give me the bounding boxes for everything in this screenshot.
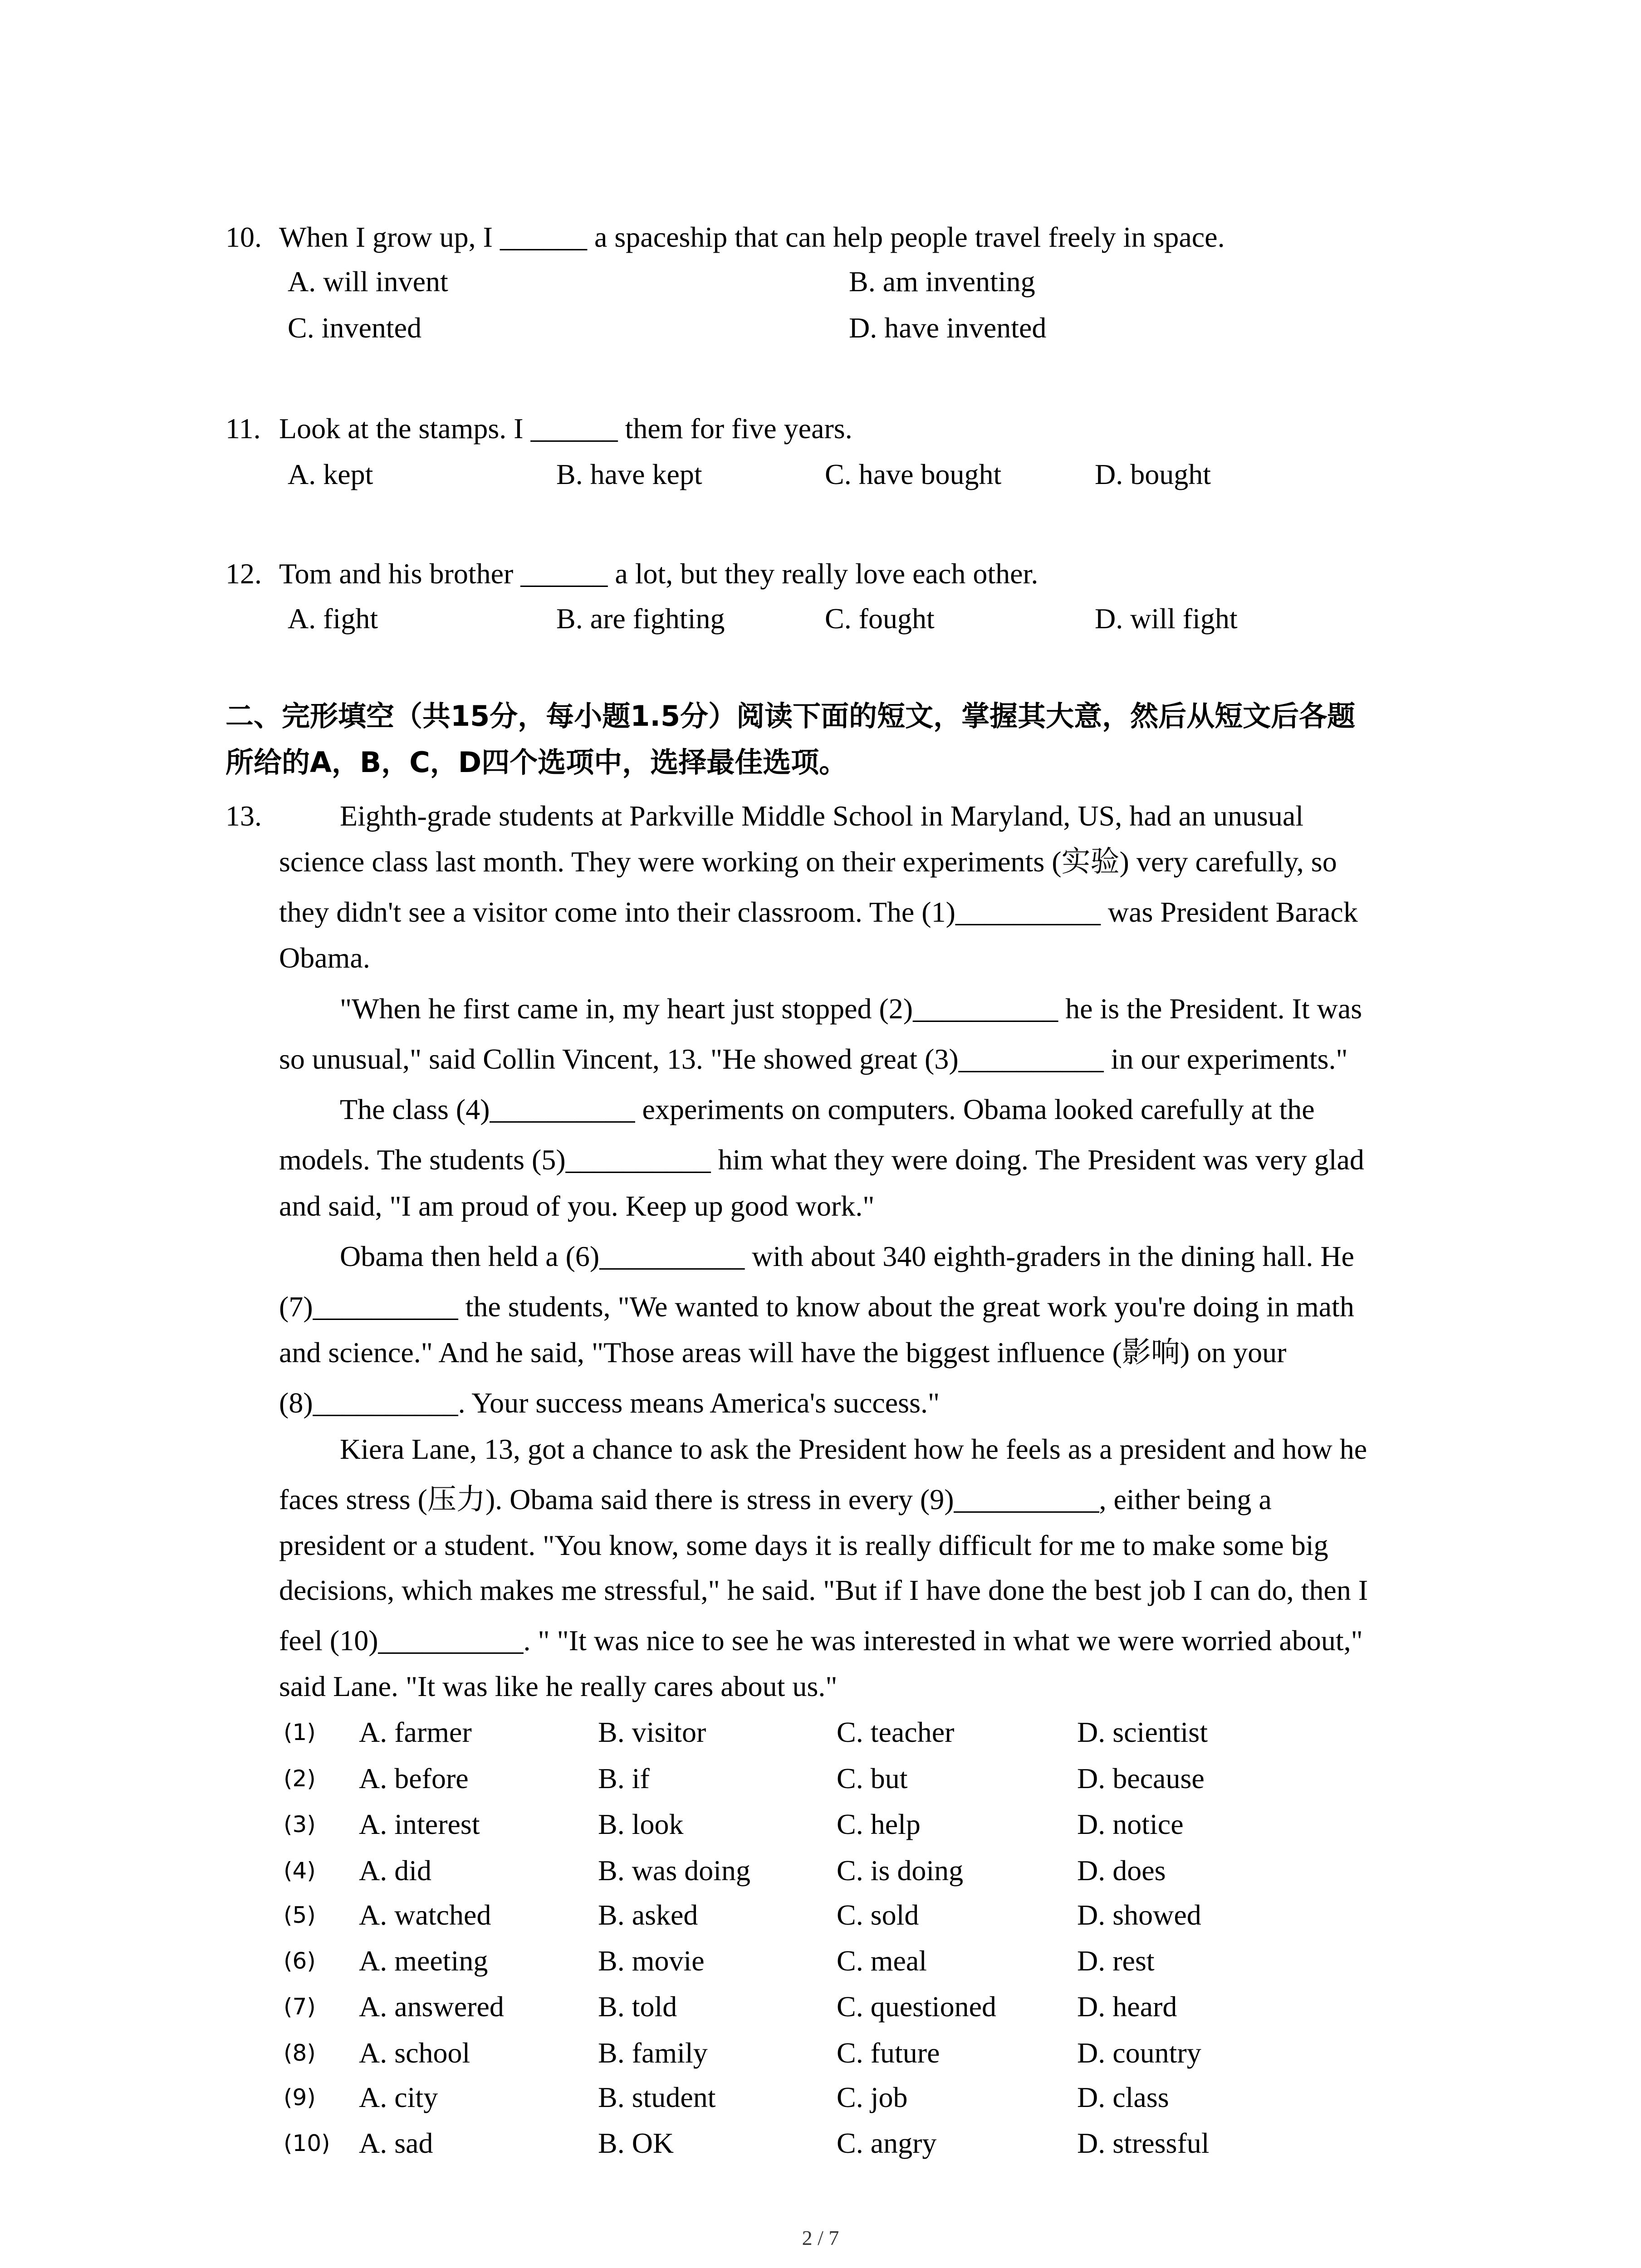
cloze-choice-b: B. OK [598,2127,674,2159]
passage-line-14: Kiera Lane, 13, got a chance to ask the President how he feels as a president and how he [340,1433,1367,1465]
cloze-choice-a: A. watched [359,1899,491,1931]
cloze-choice-c: C. help [837,1808,921,1840]
passage-line-3: they didn't see a visitor come into their classroom. The (1)__________ was President Barack [279,896,1358,928]
page-number: 2 / 7 [802,2226,839,2249]
question-10-option-c: C. invented [288,312,422,344]
cloze-option-label: (7) [284,1994,316,2020]
cloze-option-row-6 [0,1943,1641,1979]
passage-line-19: said Lane. "It was like he really cares about us." [279,1670,838,1702]
cloze-choice-d: D. stressful [1077,2127,1210,2159]
passage-line-6: so unusual," said Collin Vincent, 13. "He showed great (3)__________ in our experiments." [279,1043,1348,1075]
cloze-choice-b: B. look [598,1808,684,1840]
question-12-option-d: D. will fight [1095,602,1238,635]
cloze-choice-a: A. farmer [359,1716,472,1748]
cloze-option-label: (5) [284,1902,316,1928]
cloze-choice-a: A. meeting [359,1945,488,1977]
cloze-choice-b: B. family [598,2037,708,2069]
cloze-choice-d: D. notice [1077,1808,1184,1840]
question-11-number: 11. [225,412,261,445]
passage-line-12: and science." And he said, "Those areas will have the biggest influence (影响) on your [279,1336,1287,1369]
question-12-option-a: A. fight [288,602,378,635]
cloze-choice-d: D. showed [1077,1899,1201,1931]
cloze-choice-b: B. was doing [598,1854,750,1887]
cloze-choice-c: C. future [837,2037,940,2069]
cloze-option-row-1 [0,1714,1641,1750]
question-11-option-c: C. have bought [825,458,1002,490]
cloze-option-row-3 [0,1806,1641,1843]
cloze-option-row-10 [0,2125,1641,2161]
cloze-choice-c: C. is doing [837,1854,964,1887]
cloze-choice-a: A. before [359,1762,469,1794]
passage-line-18: feel (10)__________. " "It was nice to see he was interested in what we were worried about," [279,1624,1363,1657]
cloze-option-label: (8) [284,2040,316,2066]
passage-line-17: decisions, which makes me stressful," he said. "But if I have done the best job I can do, then I [279,1574,1368,1606]
question-10-option-a: A. will invent [288,265,448,298]
cloze-choice-c: C. meal [837,1945,927,1977]
cloze-choice-a: A. did [359,1854,431,1887]
section-heading-line-2: 所给的A，B，C，D四个选项中，选择最佳选项。 [225,746,847,779]
cloze-choice-b: B. told [598,1990,677,2023]
cloze-choice-c: C. sold [837,1899,919,1931]
cloze-option-label: (1) [284,1719,316,1745]
cloze-choice-c: C. teacher [837,1716,955,1748]
cloze-choice-b: B. movie [598,1945,705,1977]
question-12-number: 12. [225,557,262,590]
cloze-choice-b: B. student [598,2081,716,2113]
cloze-choice-d: D. country [1077,2037,1201,2069]
question-11-option-a: A. kept [288,458,373,490]
passage-line-7: The class (4)__________ experiments on computers. Obama looked carefully at the [340,1093,1315,1125]
cloze-option-label: (10) [284,2130,330,2156]
cloze-choice-a: A. answered [359,1990,504,2023]
section-heading-line-1: 二、完形填空（共15分，每小题1.5分）阅读下面的短文，掌握其大意，然后从短文后各题 [225,699,1356,733]
cloze-option-label: (4) [284,1857,316,1884]
cloze-choice-d: D. because [1077,1762,1205,1794]
question-11-option-b: B. have kept [556,458,702,490]
cloze-choice-a: A. sad [359,2127,433,2159]
passage-line-4: Obama. [279,942,370,974]
cloze-option-row-7 [0,1989,1641,2025]
passage-line-5: "When he first came in, my heart just stopped (2)__________ he is the President. It was [340,992,1362,1025]
question-11-option-d: D. bought [1095,458,1211,490]
question-11-stem: Look at the stamps. I ______ them for five years. [279,412,852,445]
cloze-option-row-2 [0,1760,1641,1797]
cloze-option-row-5 [0,1897,1641,1933]
question-10-stem: When I grow up, I ______ a spaceship that can help people travel freely in space. [279,221,1225,253]
cloze-choice-d: D. scientist [1077,1716,1208,1748]
passage-line-13: (8)__________. Your success means America's success." [279,1387,940,1419]
question-10-option-b: B. am inventing [849,265,1035,298]
passage-line-8: models. The students (5)__________ him what they were doing. The President was very glad [279,1144,1364,1176]
passage-line-15: faces stress (压力). Obama said there is stress in every (9)__________, either being a [279,1483,1272,1515]
passage-line-16: president or a student. "You know, some days it is really difficult for me to make some big [279,1529,1328,1561]
cloze-choice-c: C. but [837,1762,908,1794]
cloze-option-label: (9) [284,2084,316,2111]
cloze-option-label: (3) [284,1811,316,1838]
cloze-choice-d: D. rest [1077,1945,1155,1977]
question-10-option-d: D. have invented [849,312,1047,344]
question-10-number: 10. [225,221,262,253]
question-12-stem: Tom and his brother ______ a lot, but they really love each other. [279,557,1038,590]
cloze-option-row-9 [0,2079,1641,2116]
question-12-option-c: C. fought [825,602,935,635]
passage-line-11: (7)__________ the students, "We wanted to know about the great work you're doing in math [279,1290,1354,1323]
cloze-choice-b: B. visitor [598,1716,706,1748]
cloze-choice-d: D. heard [1077,1990,1177,2023]
question-12-option-b: B. are fighting [556,602,725,635]
cloze-option-row-4 [0,1853,1641,1889]
cloze-question-number: 13. [225,800,262,832]
passage-line-1: Eighth-grade students at Parkville Middle School in Maryland, US, had an unusual [340,800,1304,832]
cloze-choice-c: C. questioned [837,1990,996,2023]
cloze-option-row-8 [0,2035,1641,2071]
cloze-choice-c: C. angry [837,2127,937,2159]
cloze-choice-d: D. class [1077,2081,1169,2113]
passage-line-10: Obama then held a (6)__________ with about 340 eighth-graders in the dining hall. He [340,1240,1354,1272]
cloze-choice-d: D. does [1077,1854,1166,1887]
cloze-option-label: (6) [284,1948,316,1974]
cloze-choice-b: B. if [598,1762,650,1794]
cloze-option-label: (2) [284,1765,316,1792]
cloze-choice-a: A. school [359,2037,470,2069]
passage-line-9: and said, "I am proud of you. Keep up good work." [279,1190,875,1222]
cloze-choice-b: B. asked [598,1899,698,1931]
cloze-choice-a: A. interest [359,1808,480,1840]
passage-line-2: science class last month. They were working on their experiments (实验) very carefully, so [279,846,1337,878]
cloze-choice-c: C. job [837,2081,908,2113]
cloze-choice-a: A. city [359,2081,438,2113]
